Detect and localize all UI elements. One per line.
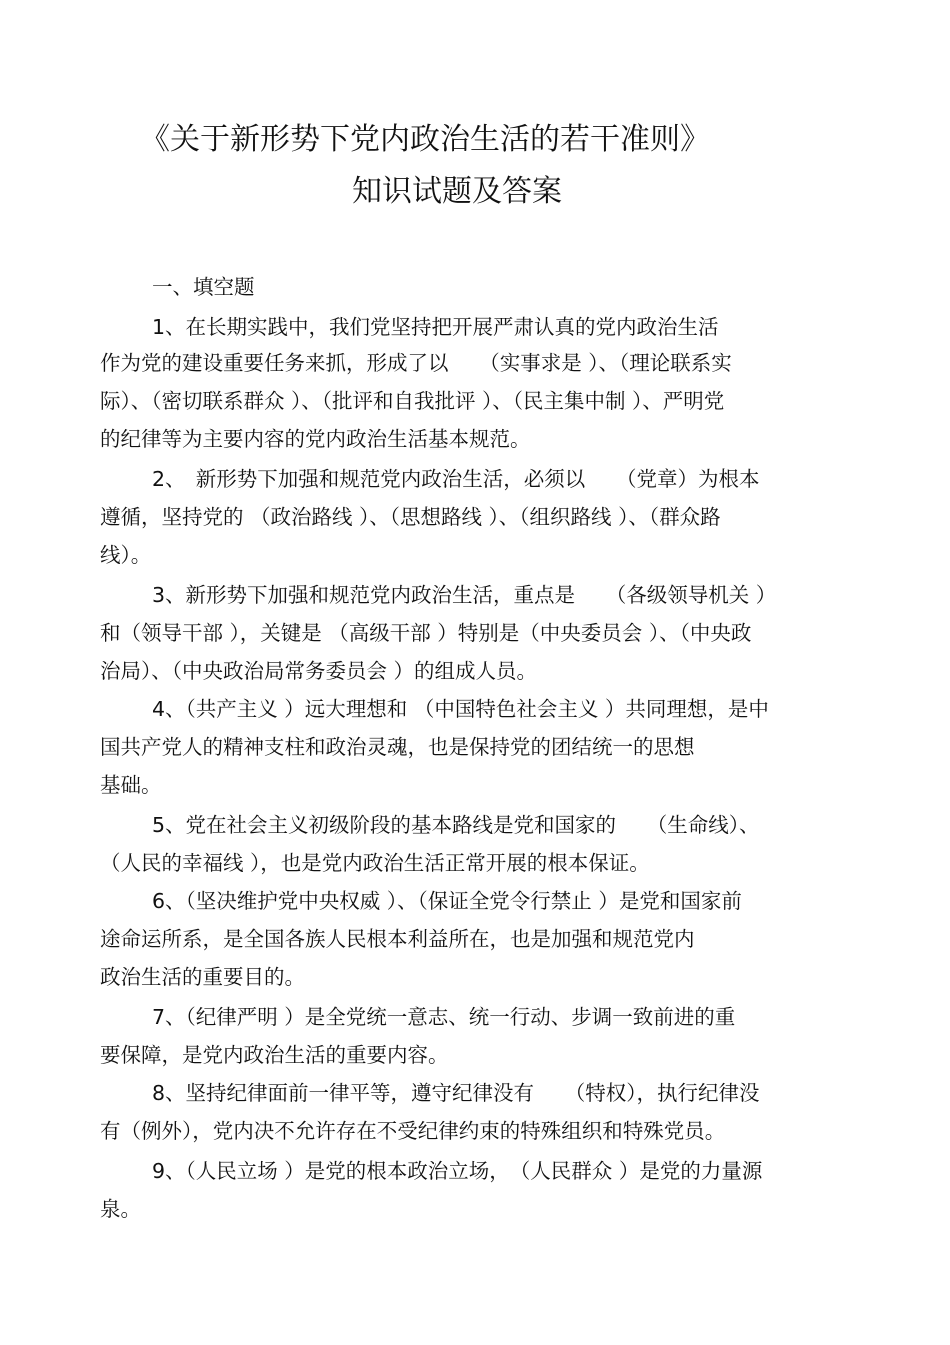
question-3-line-2: 和（领导干部 ），关键是 （高级干部 ）特别是（中央委员会 ）、（中央政 bbox=[100, 621, 752, 645]
question-2-line-1: 2、 新形势下加强和规范党内政治生活，必须以 （党章）为根本 bbox=[152, 467, 760, 491]
question-4-line-3: 基础。 bbox=[100, 773, 162, 797]
section-heading: 一、填空题 bbox=[152, 275, 255, 299]
document-title-line-2: 知识试题及答案 bbox=[352, 174, 562, 209]
question-8-line-1: 8、坚持纪律面前一律平等，遵守纪律没有 （特权），执行纪律没 bbox=[152, 1081, 760, 1105]
question-1-line-3: 际）、（密切联系群众 ）、（批评和自我批评 ）、（民主集中制 ）、严明党 bbox=[100, 389, 725, 413]
document-title-line-1: 《关于新形势下党内政治生活的若干准则》 bbox=[140, 122, 710, 157]
question-2-line-3: 线）。 bbox=[100, 543, 152, 567]
question-4-line-2: 国共产党人的精神支柱和政治灵魂，也是保持党的团结统一的思想 bbox=[100, 735, 695, 759]
question-6-line-3: 政治生活的重要目的。 bbox=[100, 965, 305, 989]
question-5-line-2: （人民的幸福线 ），也是党内政治生活正常开展的根本保证。 bbox=[100, 851, 650, 875]
question-7-line-2: 要保障，是党内政治生活的重要内容。 bbox=[100, 1043, 449, 1067]
question-9-line-2: 泉。 bbox=[100, 1197, 141, 1221]
question-1-line-1: 1、在长期实践中，我们党坚持把开展严肃认真的党内政治生活 bbox=[152, 315, 719, 339]
question-5-line-1: 5、党在社会主义初级阶段的基本路线是党和国家的 （生命线）、 bbox=[152, 813, 760, 837]
question-3-line-3: 治局）、（中央政治局常务委员会 ）的组成人员。 bbox=[100, 659, 538, 683]
question-6-line-1: 6、（坚决维护党中央权威 ）、（保证全党令行禁止 ）是党和国家前 bbox=[152, 889, 742, 913]
question-4-line-1: 4、（共产主义 ）远大理想和 （中国特色社会主义 ）共同理想，是中 bbox=[152, 697, 769, 721]
question-3-line-1: 3、新形势下加强和规范党内政治生活，重点是 （各级领导机关 ） bbox=[152, 583, 777, 607]
question-2-line-2: 遵循，坚持党的 （政治路线 ）、（思想路线 ）、（组织路线 ）、（群众路 bbox=[100, 505, 721, 529]
question-7-line-1: 7、（纪律严明 ）是全党统一意志、统一行动、步调一致前进的重 bbox=[152, 1005, 736, 1029]
question-1-line-4: 的纪律等为主要内容的党内政治生活基本规范。 bbox=[100, 427, 531, 451]
question-1-line-2: 作为党的建设重要任务来抓，形成了以 （实事求是 ）、（理论联系实 bbox=[100, 351, 732, 375]
question-9-line-1: 9、（人民立场 ）是党的根本政治立场， （人民群众 ）是党的力量源 bbox=[152, 1159, 763, 1183]
question-8-line-2: 有（例外），党内决不允许存在不受纪律约束的特殊组织和特殊党员。 bbox=[100, 1119, 726, 1143]
question-6-line-2: 途命运所系，是全国各族人民根本利益所在，也是加强和规范党内 bbox=[100, 927, 695, 951]
